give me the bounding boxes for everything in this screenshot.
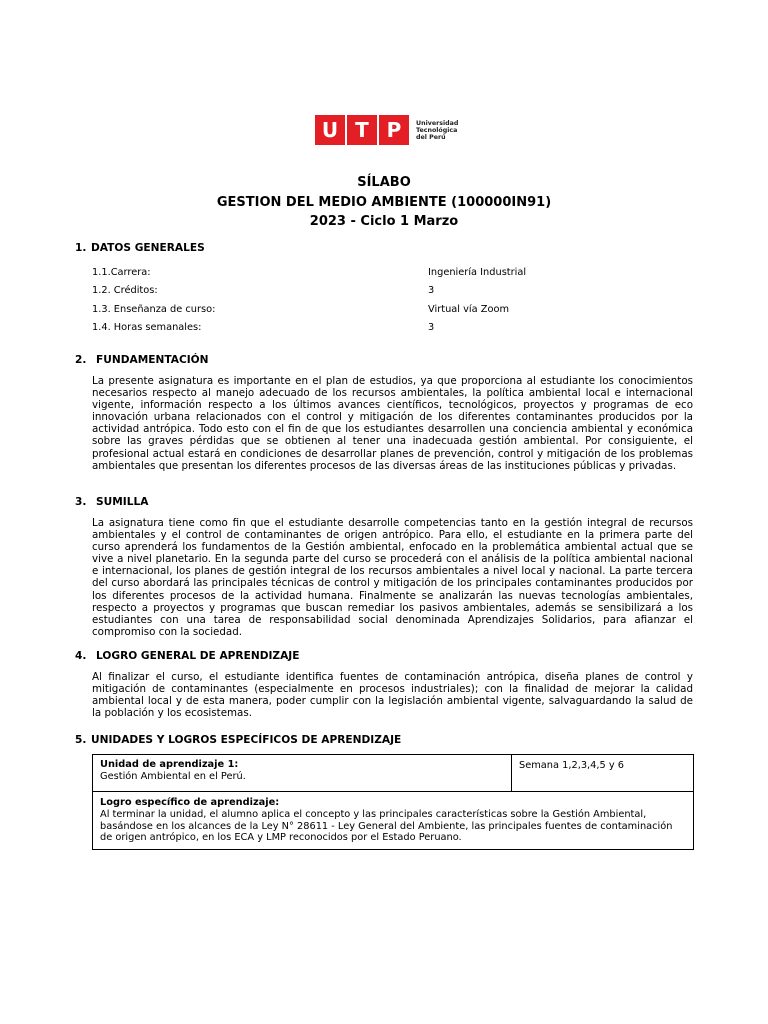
section-heading-datos-generales: 1. DATOS GENERALES [75, 242, 205, 254]
section-heading-logro-general: 4. LOGRO GENERAL DE APRENDIZAJE [75, 650, 300, 662]
section-heading-unidades: 5. UNIDADES Y LOGROS ESPECÍFICOS DE APRENDIZAJE [75, 734, 402, 746]
section-heading-sumilla: 3. SUMILLA [75, 496, 149, 508]
syllabus-page: U T P Universidad Tecnológica del Perú SÍLABO GESTION DEL MEDIO AMBIENTE (100000IN91) 2023 - Ciclo 1 Marzo 1. DATOS GENERALES 1.1.Carrera: Ingeniería Industrial 1.2. Créditos: 3 1.3. Enseñanza de curso: Virtual vía Zoom 1.4. Horas semanales: 3 2. FUNDAMENTACIÓN La presente asignatura es importante en el plan de estudios, ya que proporciona al estudiante los conocimientos necesarios respecto al manejo adecuado de los recursos ambientales, la política ambiental local e internacional vigente, información respecto a los últimos avances científicos, tecnológicos, proyectos y programas de eco innovación urbana relacionados con el control y mitigación de los diferentes contaminantes producidos por la actividad antrópica. Todo esto con el fin de que los estudiantes desarrollen una conciencia ambiental y económica sobre las graves pérdidas que se obtienen al tener una inadecuada gestión ambiental. Por consiguiente, el profesional actual estará en condiciones de desarrollar planes de prevención, control y mitigación de los problemas ambientales que presentan los diferentes procesos de las diversas áreas de las instituciones públicas y privadas. 3. SUMILLA La asignatura tiene como fin que el estudiante desarrolle competencias tanto en la gestión integral de recursos ambientales y el control de contaminantes de origen antrópico. Para ello, el estudiante en la primera parte del curso aprenderá los fundamentos de la Gestión ambiental, enfocado en la problemática ambiental actual que se vive a nivel planetario. En la segunda parte del curso se procederá con el análisis de la política ambiental nacional e internacional, los planes de gestión integral de los recursos ambientales a nivel local y nacional. La parte tercera del curso abordará las principales técnicas de control y mitigación de los principales contaminantes producidos por los diferentes procesos de la actividad humana. Finalmente se analizarán las nuevas tecnologías ambientales, respecto a proyectos y programas que buscan remediar los pasivos ambientales, además se sensibilizará a los estudiantes con una tarea de responsabilidad social denominada Aprendizajes Solidarios, para afianzar el compromiso con la sociedad. 4. LOGRO GENERAL DE APRENDIZAJE Al finalizar el curso, el estudiante identifica fuentes de contaminación antrópica, diseña planes de control y mitigación de contaminantes (especialmente en procesos industriales); con la finalidad de mejorar la calidad ambiental local y de esta manera, poder cumplir con la legislación ambiental vigente, salvaguardando la salud de la población y los ecosistemas. 5. UNIDADES Y LOGROS ESPECÍFICOS DE APRENDIZAJE Unidad de aprendizaje 1: Gestión Ambiental en el Perú. Semana 1,2,3,4,5 y 6 Logro específico de aprendizaje: Al terminar la unidad, el alumno aplica el concepto y las principales características sobre la Gestión Ambiental, basándose en los alcances de la Ley N° 28611 - Ley General del Ambiente, las principales fuentes de contaminación de origen antrópico, en los ECA y LMP reconocidos por el Estado Peruano. [0, 0, 768, 1024]
utp-logo [315, 115, 458, 145]
unit-header-row [93, 755, 693, 792]
unit-weeks-cell: Semana 1,2,3,4,5 y 6 [519, 760, 625, 771]
title-cycle: 2023 - Ciclo 1 Marzo [309, 214, 459, 229]
logo-letter-t: T [347, 115, 377, 145]
unit-logro-text: Al terminar la unidad, el alumno aplica el concepto y las principales características sobre la Gestión Ambiental, basándose en los alcances de la Ley N° 28611 - Ley General del Ambiente, las principales fuentes de contaminación de origen antrópico, en los ECA y LMP reconocidos por el Estado Peruano. [100, 808, 673, 844]
unit-logro-cell [93, 792, 693, 849]
unit-table [92, 754, 694, 850]
unit-label: Unidad de aprendizaje 1: [100, 759, 239, 770]
logo-letter-p: P [379, 115, 409, 145]
document-title [0, 173, 768, 232]
unit-name: Gestión Ambiental en el Perú. [100, 770, 246, 782]
section-heading-fundamentacion: 2. FUNDAMENTACIÓN [75, 354, 209, 366]
logo-university-name: Universidad Tecnológica del Perú [416, 119, 459, 141]
logo-letter-u: U [315, 115, 345, 145]
logro-general-text: Al finalizar el curso, el estudiante identifica fuentes de contaminación antrópica, diseña planes de control y mitigación de contaminantes (especialmente en procesos industriales); con la finalidad de mejorar la calidad ambiental local y de esta manera, poder cumplir con la legislación ambiental vigente, salvaguardando la salud de la población y los ecosistemas. [92, 671, 693, 720]
fundamentacion-text: La presente asignatura es importante en el plan de estudios, ya que proporciona al estudiante los conocimientos necesarios respecto al manejo adecuado de los recursos ambientales, la política ambiental local e internacional vigente, información respecto a los últimos avances científicos, tecnológicos, proyectos y programas de eco innovación urbana relacionados con el control y mitigación de los diferentes contaminantes producidos por la actividad antrópica. Todo esto con el fin de que los estudiantes desarrollen una conciencia ambiental y económica sobre las graves pérdidas que se obtienen al tener una inadecuada gestión ambiental. Por consiguiente, el profesional actual estará en condiciones de desarrollar planes de prevención, control y mitigación de los problemas ambientales que presentan los diferentes procesos de las diversas áreas de las instituciones públicas y privadas. [92, 375, 693, 472]
unit-logro-label: Logro específico de aprendizaje: [100, 797, 280, 808]
unit-name-cell [93, 755, 512, 791]
sumilla-text: La asignatura tiene como fin que el estudiante desarrolle competencias tanto en la gestión integral de recursos ambientales y el control de contaminantes de origen antrópico. Para ello, el estudiante en la primera parte del curso aprenderá los fundamentos de la Gestión ambiental, enfocado en la problemática ambiental actual que se vive a nivel planetario. En la segunda parte del curso se procederá con el análisis de la política ambiental nacional e internacional, los planes de gestión integral de los recursos ambientales a nivel local y nacional. La parte tercera del curso abordará las principales técnicas de control y mitigación de los principales contaminantes producidos por los diferentes procesos de la actividad humana. Finalmente se analizarán las nuevas tecnologías ambientales, respecto a proyectos y programas que buscan remediar los pasivos ambientales, además se sensibilizará a los estudiantes con una tarea de responsabilidad social denominada Aprendizajes Solidarios, para afianzar el compromiso con la sociedad. [92, 517, 693, 638]
title-course: GESTION DEL MEDIO AMBIENTE (100000IN91) [216, 194, 552, 210]
title-silabo: SÍLABO [357, 175, 411, 190]
